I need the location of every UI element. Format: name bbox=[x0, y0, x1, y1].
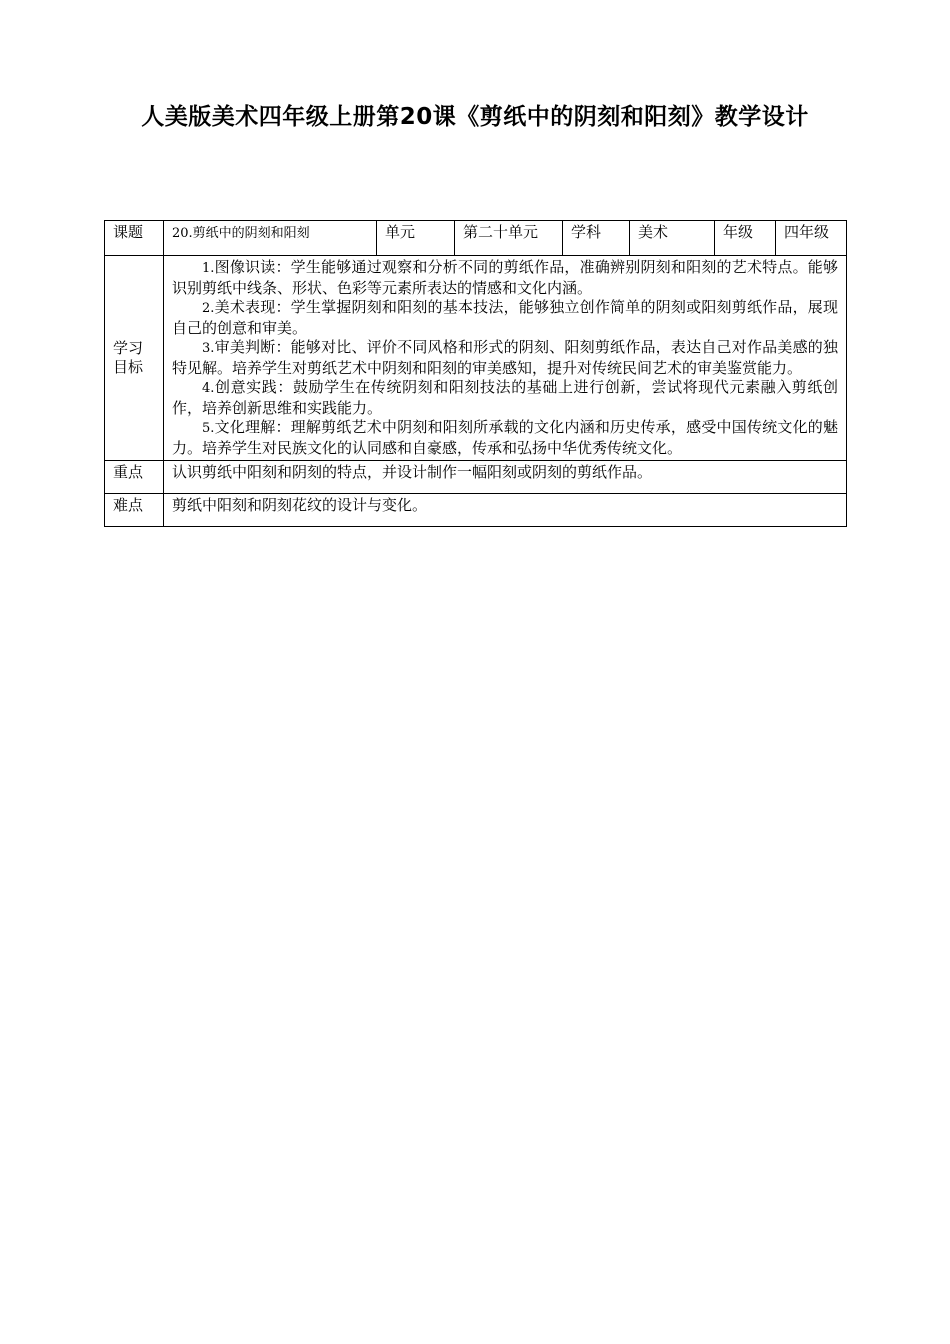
lesson-plan-table bbox=[104, 220, 847, 527]
goal-number: 4. bbox=[202, 381, 215, 396]
goal-text: 创意实践：鼓励学生在传统阴刻和阳刻技法的基础上进行创新，尝试将现代元素融入剪纸创作，培养创新思维和实践能力。 bbox=[172, 378, 838, 417]
topic-value-text: 20.剪纸中的阴刻和阳刻 bbox=[172, 226, 310, 241]
goal-number: 2. bbox=[202, 301, 215, 316]
goals-label bbox=[105, 256, 164, 461]
goal-item bbox=[172, 418, 838, 458]
goal-item bbox=[172, 298, 838, 338]
difficulty-label: 难点 bbox=[105, 494, 164, 527]
goal-number: 1. bbox=[202, 261, 215, 276]
page-title: 人美版美术四年级上册第20课《剪纸中的阴刻和阳刻》教学设计 bbox=[141, 104, 809, 130]
topic-value bbox=[164, 221, 377, 256]
goal-text: 审美判断：能够对比、评价不同风格和形式的阴刻、阳刻剪纸作品，表达自己对作品美感的独特见解。培养学生对剪纸艺术中阴刻和阳刻的审美感知，提升对传统民间艺术的审美鉴赏能力。 bbox=[172, 338, 838, 377]
grade-label: 年级 bbox=[715, 221, 776, 256]
goal-text: 图像识读：学生能够通过观察和分析不同的剪纸作品，准确辨别阴刻和阳刻的艺术特点。能够识别剪纸中线条、形状、色彩等元素所表达的情感和文化内涵。 bbox=[172, 258, 838, 297]
goals-label-line1: 学习 bbox=[113, 338, 144, 357]
goal-text: 文化理解：理解剪纸艺术中阴刻和阳刻所承载的文化内涵和历史传承，感受中国传统文化的魅力。培养学生对民族文化的认同感和自豪感，传承和弘扬中华优秀传统文化。 bbox=[172, 418, 838, 457]
unit-value: 第二十单元 bbox=[455, 221, 563, 256]
key-point-label: 重点 bbox=[105, 461, 164, 494]
subject-value: 美术 bbox=[630, 221, 715, 256]
difficulty-row bbox=[105, 494, 847, 527]
unit-label: 单元 bbox=[377, 221, 455, 256]
difficulty-text: 剪纸中阳刻和阴刻花纹的设计与变化。 bbox=[164, 494, 847, 527]
goal-text: 美术表现：学生掌握阴刻和阳刻的基本技法，能够独立创作简单的阴刻或阳刻剪纸作品，展现自己的创意和审美。 bbox=[172, 298, 838, 337]
topic-label: 课题 bbox=[105, 221, 164, 256]
goals-label-line2: 目标 bbox=[113, 358, 144, 376]
goals-content bbox=[164, 256, 847, 461]
goal-item bbox=[172, 258, 838, 298]
goal-number: 5. bbox=[202, 421, 215, 436]
key-point-row bbox=[105, 461, 847, 494]
goals-row bbox=[105, 256, 847, 461]
header-row bbox=[105, 221, 847, 256]
key-point-text: 认识剪纸中阳刻和阴刻的特点，并设计制作一幅阳刻或阴刻的剪纸作品。 bbox=[164, 461, 847, 494]
goal-item bbox=[172, 338, 838, 378]
grade-value: 四年级 bbox=[776, 221, 847, 256]
subject-label: 学科 bbox=[563, 221, 630, 256]
goal-number: 3. bbox=[202, 341, 215, 356]
goal-item bbox=[172, 378, 838, 418]
